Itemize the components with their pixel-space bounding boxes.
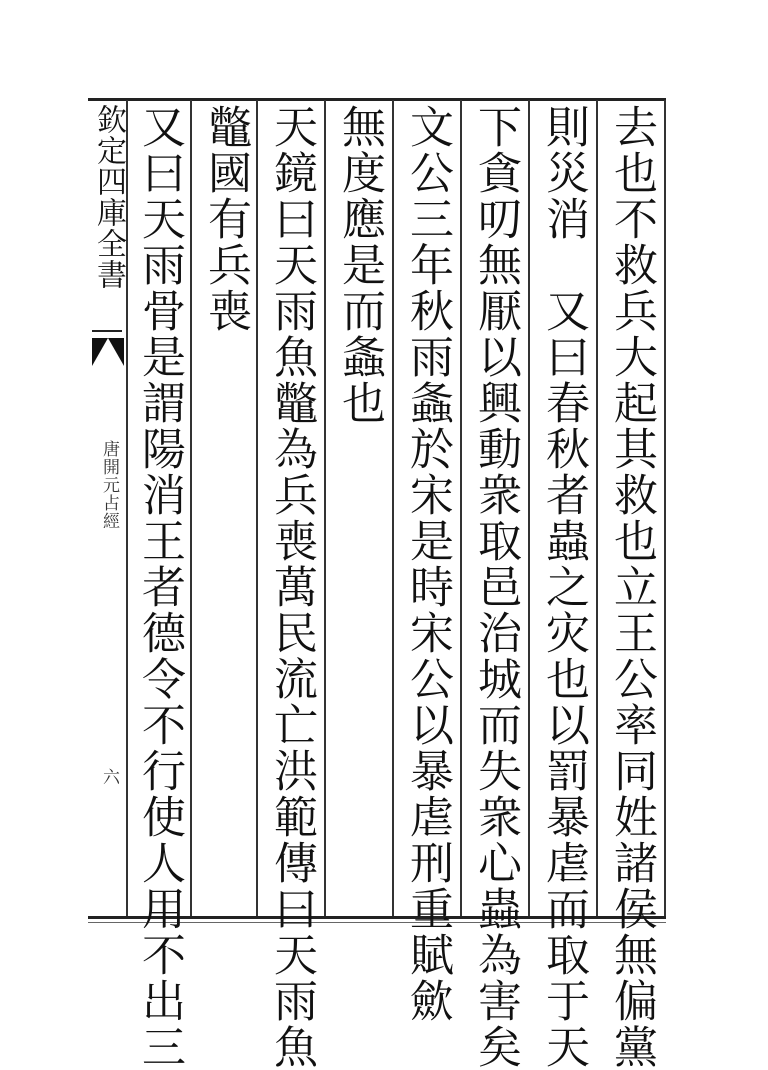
page-number: 六 (99, 768, 119, 785)
chapter-title: 唐開元占經 (99, 440, 119, 530)
column-rule (392, 100, 394, 916)
book-title: 欽定四庫全書 (91, 104, 126, 290)
text-column-3: 下貪叨無厭以興動衆取邑治城而失衆心蟲為害矣 (470, 104, 521, 1070)
column-rule (596, 100, 598, 916)
text-column-8: 又曰天雨骨是謂陽消王者德令不行使人用不出三 (134, 104, 185, 1070)
column-rule (190, 100, 192, 916)
text-column-5: 無度應是而螽也 (334, 104, 385, 426)
fishtail-rule (92, 330, 122, 332)
text-column-7: 鼈國有兵喪 (200, 104, 251, 334)
text-column-6: 天鏡曰天雨魚鼈為兵喪萬民流亡洪範傳曰天雨魚 (266, 104, 317, 1070)
frame-top-border (88, 98, 666, 101)
column-rule (528, 100, 530, 916)
text-column-4: 文公三年秋雨螽於宋是時宋公以暴虐刑重賦歛 (402, 104, 453, 1024)
column-rule (324, 100, 326, 916)
column-rule (664, 100, 666, 916)
fishtail-mark-icon (92, 338, 124, 366)
column-rule (256, 100, 258, 916)
column-rule (460, 100, 462, 916)
text-column-1: 去也不救兵大起其救也立王公率同姓諸侯無偏黨 (606, 104, 657, 1070)
text-column-2: 則災消 又曰春秋者蟲之灾也以罰暴虐而取于天 (538, 104, 589, 1070)
